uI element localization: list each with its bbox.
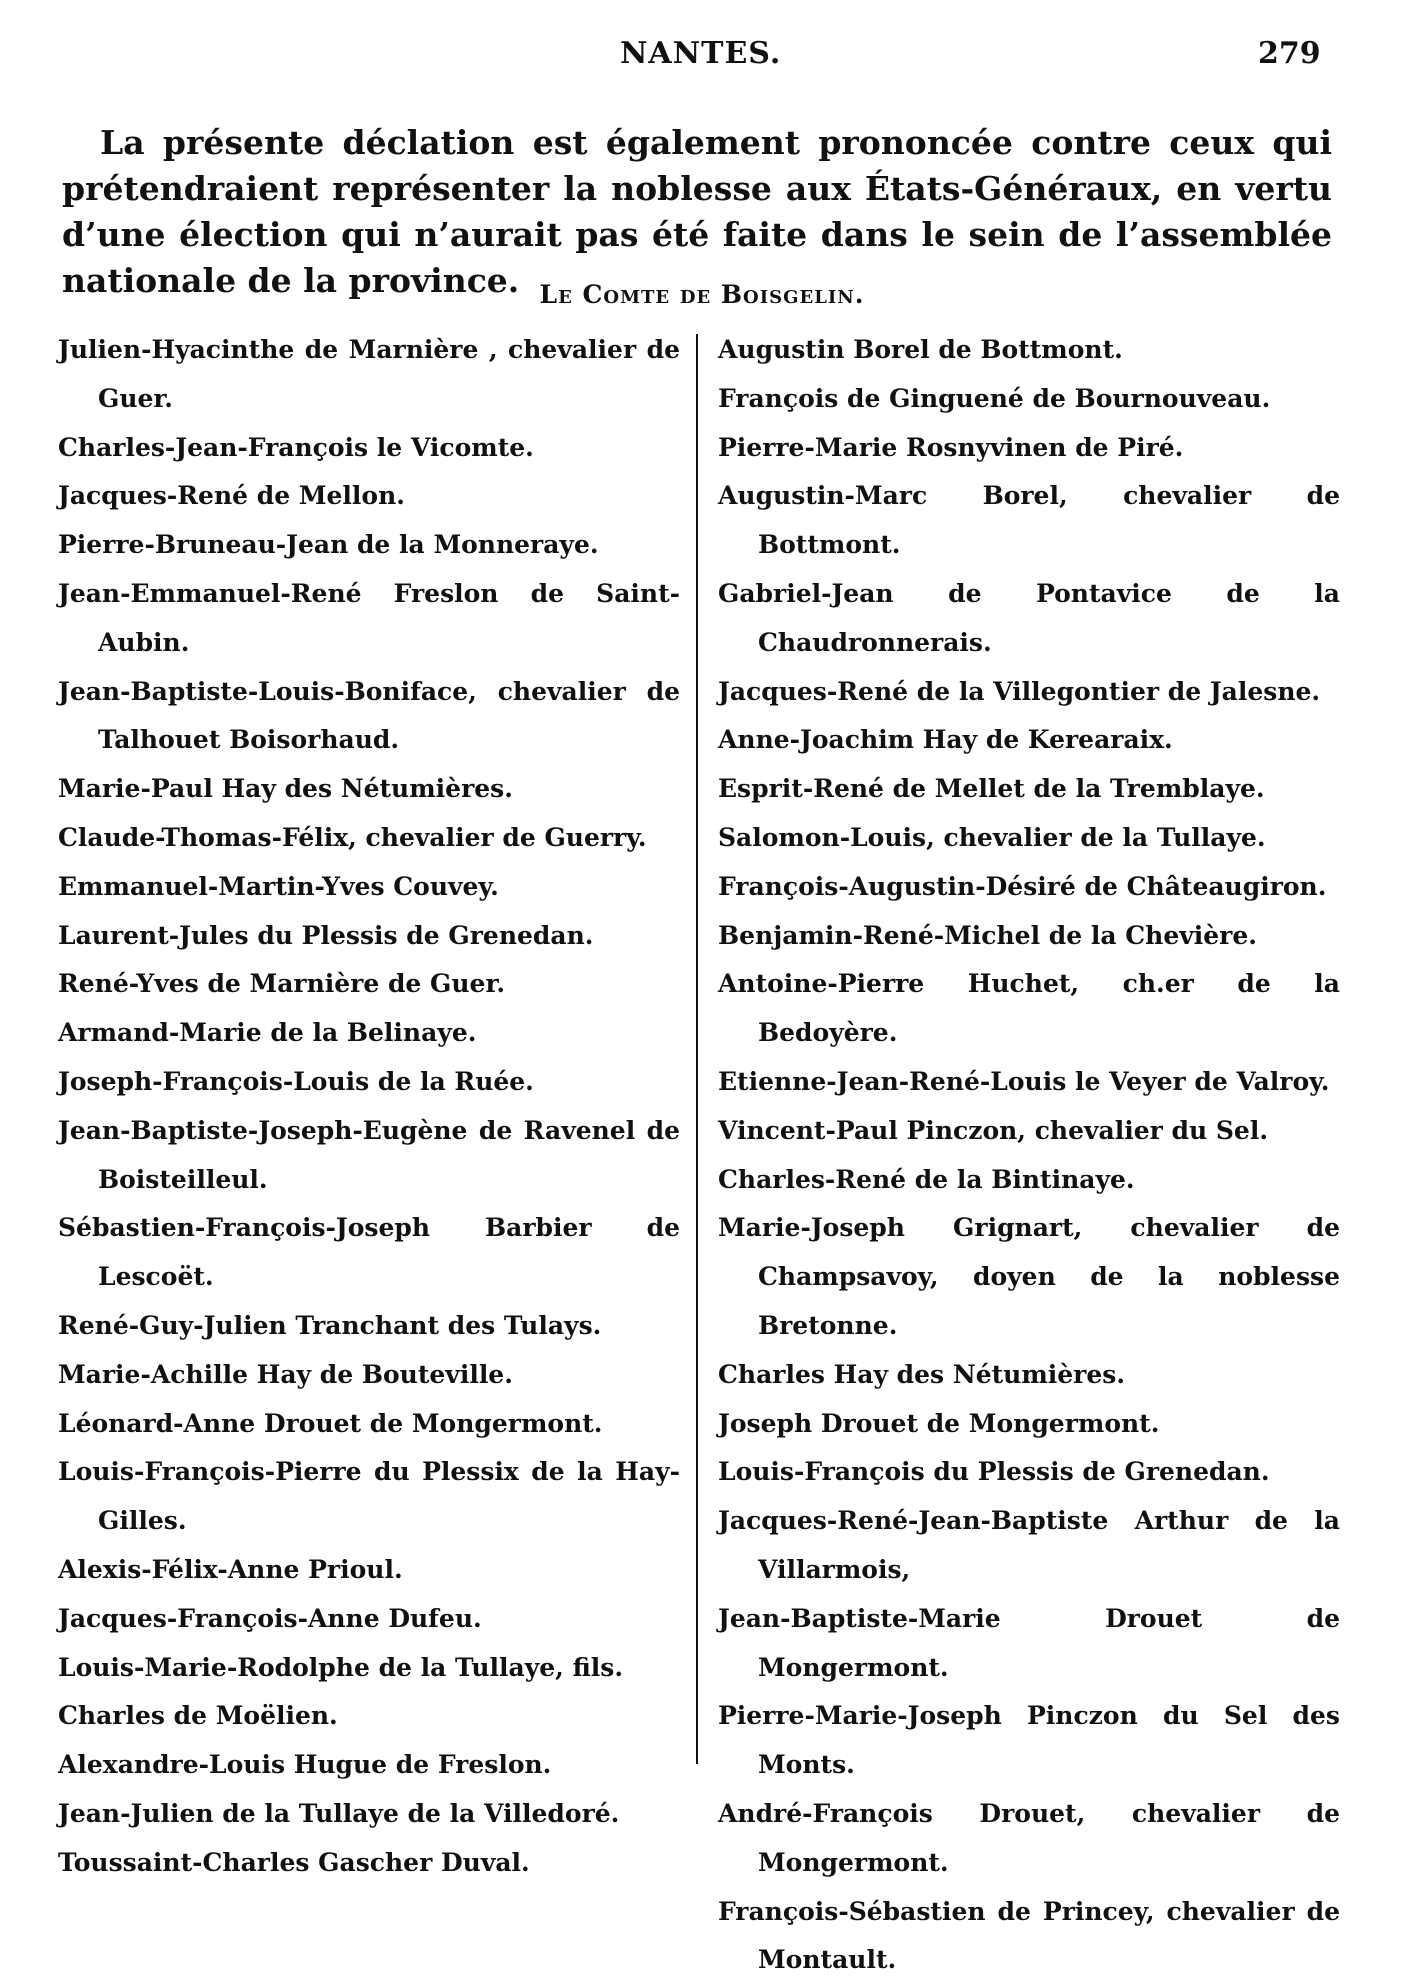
right-signatories-list [718,326,1340,1985]
signatory-name: Jacques-René-Jean-Baptiste Arthur de la Villarmois, [718,1497,1340,1595]
intro-paragraph: La présente déclation est également prononcée contre ceux qui prétendraient représenter la noblesse aux États-Généraux, en vertu d’une élection qui n’aurait pas été faite dans le sein de l’assemblée nationale de la province. [62,120,1332,304]
signatory-name: Marie-Paul Hay des Nétumières. [58,765,680,814]
signatory-name: René-Yves de Marnière de Guer. [58,960,680,1009]
page-number: 279 [1258,36,1321,71]
signatory-name: Charles-René de la Bintinaye. [718,1156,1340,1205]
signature-heading: Le Comte de Boisgelin. [0,280,1404,309]
signatory-name: Etienne-Jean-René-Louis le Veyer de Valroy. [718,1058,1340,1107]
signatory-name: Jean-Baptiste-Joseph-Eugène de Ravenel de Boisteilleul. [58,1107,680,1205]
signatory-name: Charles de Moëlien. [58,1692,680,1741]
signatory-name: Louis-Marie-Rodolphe de la Tullaye, fils. [58,1644,680,1693]
signatory-name: Julien-Hyacinthe de Marnière , chevalier de Guer. [58,326,680,424]
signatory-name: Salomon-Louis, chevalier de la Tullaye. [718,814,1340,863]
left-signatories-list [58,326,680,1888]
signatory-name: François-Augustin-Désiré de Châteaugiron. [718,863,1340,912]
signatory-name: André-François Drouet, chevalier de Mongermont. [718,1790,1340,1888]
signatory-name: Jacques-René de Mellon. [58,472,680,521]
signatory-name: Claude-Thomas-Félix, chevalier de Guerry. [58,814,680,863]
signatory-name: Joseph Drouet de Mongermont. [718,1400,1340,1449]
signatory-name: Toussaint-Charles Gascher Duval. [58,1839,680,1888]
signatory-name: Louis-François-Pierre du Plessix de la Hay-Gilles. [58,1448,680,1546]
signatory-name: Jacques-François-Anne Dufeu. [58,1595,680,1644]
signatory-name: Pierre-Marie Rosnyvinen de Piré. [718,424,1340,473]
signatory-name: Charles-Jean-François le Vicomte. [58,424,680,473]
signatory-name: Marie-Joseph Grignart, chevalier de Champsavoy, doyen de la noblesse Bretonne. [718,1204,1340,1350]
signatory-name: Armand-Marie de la Belinaye. [58,1009,680,1058]
signatory-name: Jean-Baptiste-Louis-Boniface, chevalier de Talhouet Boisorhaud. [58,668,680,766]
signatory-name: Benjamin-René-Michel de la Chevière. [718,912,1340,961]
signatories-columns [58,326,1340,1786]
running-title: NANTES. [620,36,781,71]
signatory-name: Sébastien-François-Joseph Barbier de Lescoët. [58,1204,680,1302]
signatory-name: Jean-Julien de la Tullaye de la Villedoré. [58,1790,680,1839]
signatory-name: Léonard-Anne Drouet de Mongermont. [58,1400,680,1449]
signatory-name: Alexandre-Louis Hugue de Freslon. [58,1741,680,1790]
signatory-name: Charles Hay des Nétumières. [718,1351,1340,1400]
signatory-name: Esprit-René de Mellet de la Tremblaye. [718,765,1340,814]
signatory-name: Louis-François du Plessis de Grenedan. [718,1448,1340,1497]
signatory-name: Gabriel-Jean de Pontavice de la Chaudronnerais. [718,570,1340,668]
signatory-name: Emmanuel-Martin-Yves Couvey. [58,863,680,912]
signatory-name: Vincent-Paul Pinczon, chevalier du Sel. [718,1107,1340,1156]
signatory-name: François de Ginguené de Bournouveau. [718,375,1340,424]
signatory-name: François-Sébastien de Princey, chevalier de Montault. [718,1888,1340,1985]
signatory-name: Anne-Joachim Hay de Kerearaix. [718,716,1340,765]
signatory-name: Alexis-Félix-Anne Prioul. [58,1546,680,1595]
signatory-name: Jean-Baptiste-Marie Drouet de Mongermont. [718,1595,1340,1693]
running-header [0,36,1404,86]
column-divider [696,334,698,1764]
signatory-name: Laurent-Jules du Plessis de Grenedan. [58,912,680,961]
signatory-name: Jacques-René de la Villegontier de Jalesne. [718,668,1340,717]
signatory-name: Augustin-Marc Borel, chevalier de Bottmont. [718,472,1340,570]
signatory-name: Jean-Emmanuel-René Freslon de Saint-Aubin. [58,570,680,668]
signatory-name: René-Guy-Julien Tranchant des Tulays. [58,1302,680,1351]
signatory-name: Augustin Borel de Bottmont. [718,326,1340,375]
signatory-name: Pierre-Bruneau-Jean de la Monneraye. [58,521,680,570]
signatory-name: Marie-Achille Hay de Bouteville. [58,1351,680,1400]
signatory-name: Pierre-Marie-Joseph Pinczon du Sel des Monts. [718,1692,1340,1790]
signatory-name: Joseph-François-Louis de la Ruée. [58,1058,680,1107]
signatory-name: Antoine-Pierre Huchet, ch.er de la Bedoyère. [718,960,1340,1058]
